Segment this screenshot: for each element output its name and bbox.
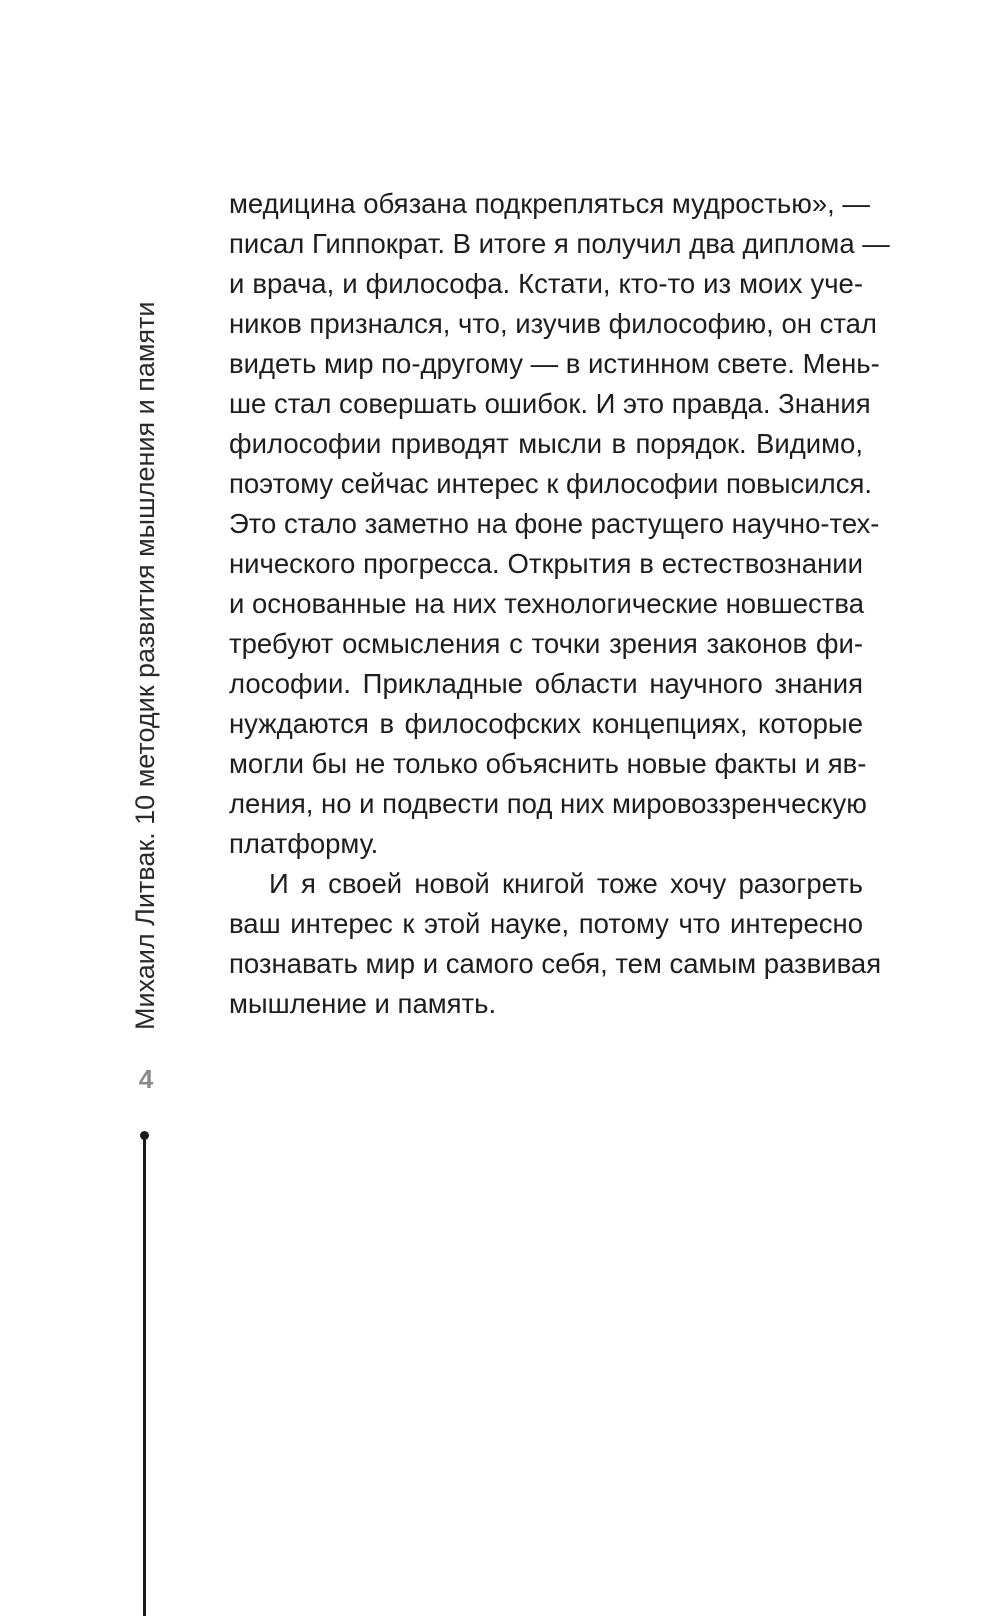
text-line: и основанные на них технологические новшества	[229, 588, 864, 619]
text-line: нического прогресса. Открытия в естествознании	[229, 548, 863, 579]
text-line: ше стал совершать ошибок. И это правда. Знания	[229, 388, 871, 419]
text-line: лософии. Прикладные области научного знания	[229, 668, 863, 699]
text-line: Это стало заметно на фоне растущего научно-тех-	[229, 508, 880, 539]
text-line: и врача, и философа. Кстати, кто-то из моих уче-	[229, 268, 863, 299]
page-number: 4	[138, 1064, 154, 1094]
text-line: поэтому сейчас интерес к философии повысился.	[229, 468, 872, 499]
margin-rule-line	[143, 1135, 146, 1616]
text-line: ваш интерес к этой науке, потому что интересно	[229, 908, 863, 939]
text-line: писал Гиппократ. В итоге я получил два диплома —	[229, 228, 890, 259]
text-line: ников признался, что, изучив философию, он стал	[229, 308, 877, 339]
body-text	[229, 184, 890, 1024]
running-head: Михаил Литвак. 10 методик развития мышления и памяти	[130, 301, 160, 1030]
text-line: ления, но и подвести под них мировоззренческую	[229, 788, 867, 819]
text-line: философии приводят мысли в порядок. Видимо,	[229, 428, 863, 459]
text-line: нуждаются в философских концепциях, которые	[229, 708, 863, 739]
text-line: платформу.	[229, 828, 379, 859]
text-line: познавать мир и самого себя, тем самым развивая	[229, 948, 882, 979]
text-line: требуют осмысления с точки зрения законов фи-	[229, 628, 863, 659]
text-line: могли бы не только объяснить новые факты и яв-	[229, 748, 867, 779]
text-line: мышление и память.	[229, 988, 497, 1019]
text-line: И я своей новой книгой тоже хочу разогреть	[269, 868, 863, 899]
text-line: видеть мир по-другому — в истинном свете. Мень-	[229, 348, 880, 379]
text-line: медицина обязана подкрепляться мудростью», —	[229, 188, 870, 219]
